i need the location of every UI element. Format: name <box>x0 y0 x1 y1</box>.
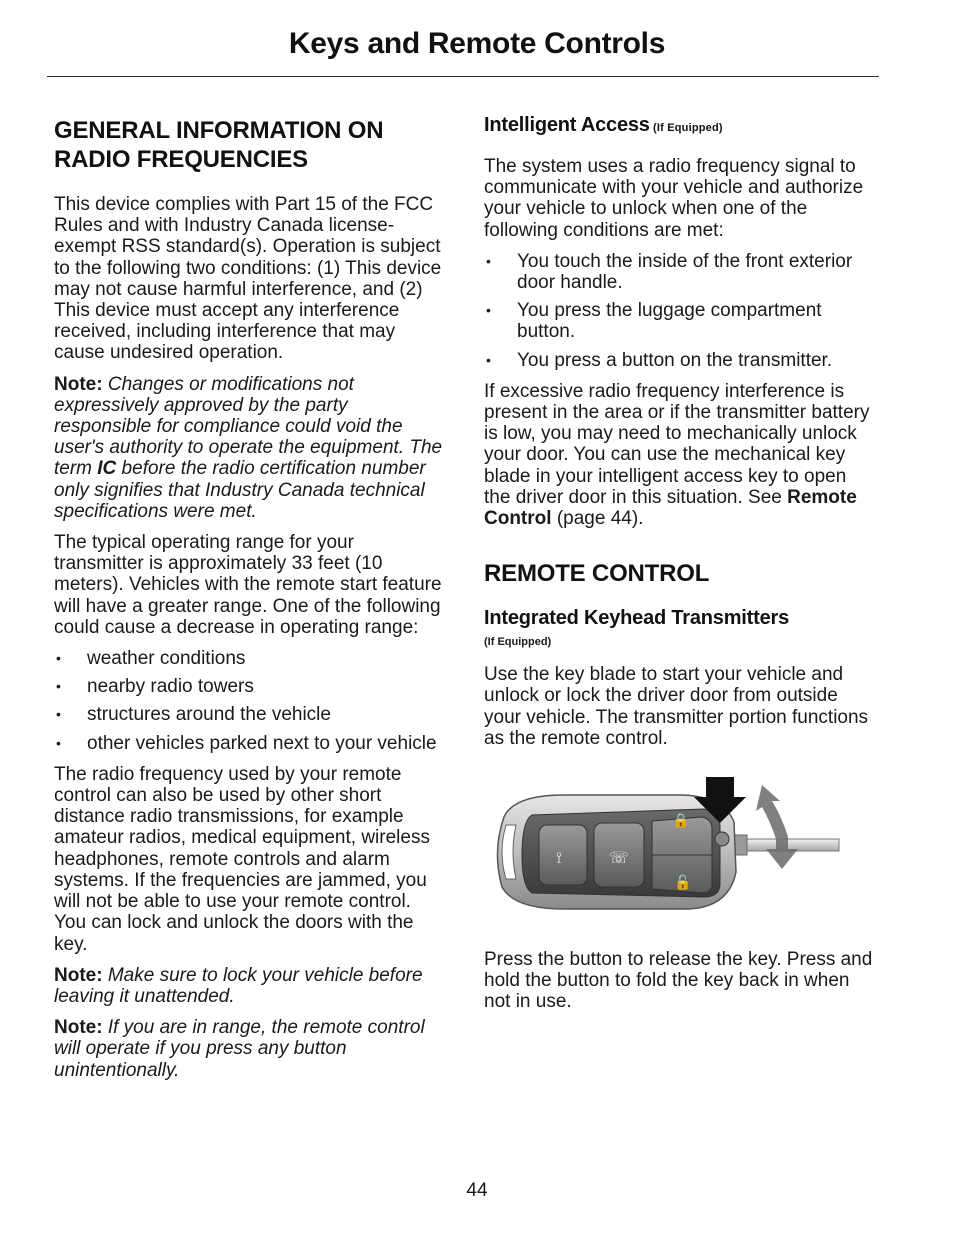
page-title: Keys and Remote Controls <box>288 27 666 60</box>
note-in-range <box>54 1017 446 1081</box>
list-item-text: structures around the vehicle <box>87 704 331 726</box>
list-item <box>54 733 446 754</box>
note-text: If you are in range, the remote control will operate if you press any button unintentionally. <box>54 1017 425 1081</box>
key-fob-illustration <box>484 777 854 927</box>
key-fob-image <box>484 777 854 927</box>
note-label: Note: <box>54 373 103 395</box>
fold-arrow-icon <box>756 785 798 869</box>
list-item-text: nearby radio towers <box>87 676 254 698</box>
unlock-conditions-list <box>484 251 876 371</box>
intelligent-access-paragraph: The system uses a radio frequency signal to communicate with your vehicle and authorize your vehicle to unlock when one of the following conditions are met: <box>484 156 864 241</box>
bullet-icon: • <box>486 252 491 269</box>
note-text: Changes or modifications not expressively approved by the party responsible for compliance could void the user's authority to operate the equipment. The term <box>54 373 443 480</box>
list-item-text: You press the luggage compartment button. <box>517 300 822 343</box>
note-modifications <box>54 374 446 522</box>
interference-paragraph <box>484 381 876 529</box>
note-text: before the radio certification number only signifies that Industry Canada technical specifications were met. <box>54 458 426 522</box>
list-item-text: You press a button on the transmitter. <box>517 349 833 371</box>
bullet-icon: • <box>56 650 61 667</box>
keyhead-paragraph: Use the key blade to start your vehicle and unlock or lock the driver door from outside your vehicle. The transmitter portion functions as the remote control. <box>484 664 869 749</box>
range-factors-list <box>54 648 446 754</box>
release-key-paragraph: Press the button to release the key. Press and hold the button to fold the key back in when not in use. <box>484 949 873 1013</box>
right-column <box>484 113 876 1023</box>
list-item-text: weather conditions <box>87 648 246 670</box>
bullet-icon: • <box>56 734 61 751</box>
bullet-icon: • <box>486 351 491 368</box>
subheading-text: Intelligent Access <box>484 114 650 136</box>
paragraph-text: (page 44). <box>551 508 644 530</box>
list-item <box>54 676 446 697</box>
remote-start-icon: ⟟ <box>556 848 562 868</box>
list-item-text: You touch the inside of the front exterior door handle. <box>517 250 853 294</box>
section-heading-radio-frequencies <box>54 116 446 174</box>
remote-control-link[interactable]: Remote Control <box>484 486 857 530</box>
fcc-compliance-paragraph: This device complies with Part 15 of the FCC Rules and with Industry Canada license-exempt RSS standard(s). Operation is subject to the following two conditions: (1) This device may not cause harmful interference, and (2) This device must accept any interference received, including interference that may cause undesired operation. <box>54 194 442 364</box>
heading-line-2: RADIO FREQUENCIES <box>54 146 308 173</box>
title-divider <box>47 76 879 77</box>
subheading-intelligent-access <box>484 113 876 140</box>
section-heading-remote-control: REMOTE CONTROL <box>484 560 710 588</box>
paragraph-text: If excessive radio frequency interference is present in the area or if the transmitter battery is low, you may need to mechanically unlock your door. You can use the mechanical key blade in your intelligent access key to open the driver door in this situation. See <box>484 380 870 508</box>
if-equipped-label: (If Equipped) <box>649 122 723 134</box>
note-term: IC <box>97 458 117 480</box>
bullet-icon: • <box>486 302 491 319</box>
left-column <box>54 113 446 1091</box>
remote-start-button <box>539 825 587 885</box>
unlock-icon: 🔓 <box>674 875 692 892</box>
list-item <box>54 704 446 725</box>
lock-icon: 🔒 <box>672 813 690 830</box>
if-equipped-label: (If Equipped) <box>484 636 552 649</box>
panic-icon: ☏ <box>609 848 630 868</box>
subheading-keyhead-transmitters: Integrated Keyhead Transmitters <box>484 607 790 630</box>
bullet-icon: • <box>56 678 61 695</box>
list-item <box>484 350 876 371</box>
frequency-sharing-paragraph: The radio frequency used by your remote control can also be used by other short distance radio transmissions, for example amateur radios, medical equipment, wireless headphones, remote controls and alarm systems. If the frequencies are jammed, you will not be able to use your remote control. You can lock and unlock the doors with the key. <box>54 763 430 955</box>
heading-line-1: GENERAL INFORMATION ON <box>54 117 384 144</box>
note-text: Make sure to lock your vehicle before leaving it unattended. <box>54 964 423 1007</box>
list-item <box>484 251 876 293</box>
list-item <box>484 300 876 342</box>
key-release-button <box>715 832 729 846</box>
note-lock-vehicle <box>54 965 446 1007</box>
list-item <box>54 648 446 669</box>
page-number: 44 <box>466 1180 488 1201</box>
list-item-text: other vehicles parked next to your vehicle <box>87 732 437 754</box>
note-label: Note: <box>54 964 103 986</box>
bullet-icon: • <box>56 706 61 723</box>
note-label: Note: <box>54 1017 103 1039</box>
operating-range-paragraph: The typical operating range for your transmitter is approximately 33 feet (10 meters). Vehicles with the remote start feature will have a greater range. One of the following could cause a decrease in operating range: <box>54 532 442 638</box>
